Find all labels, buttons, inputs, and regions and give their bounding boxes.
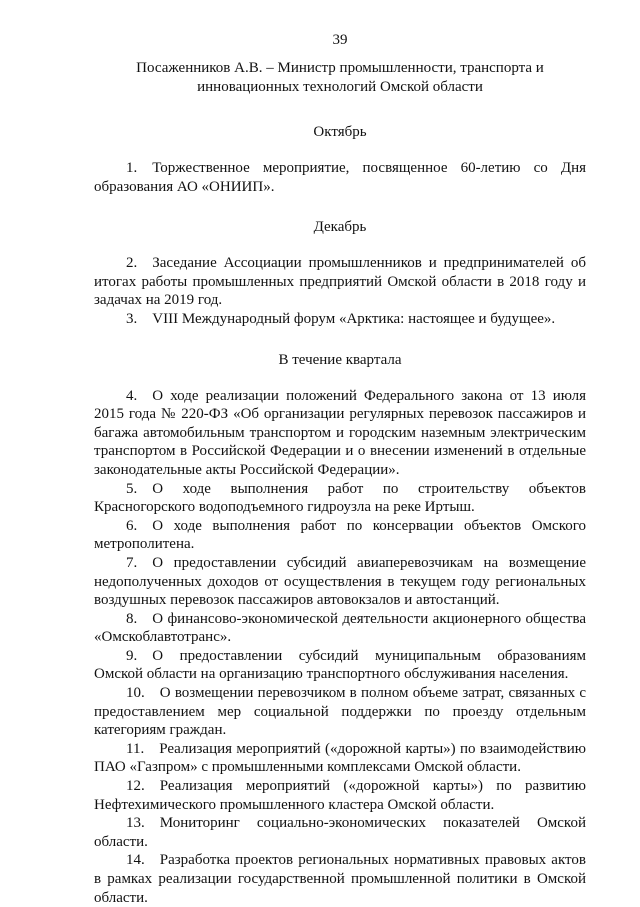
section-title-december: Декабрь (313, 219, 367, 236)
list-item-10: 10. О возмещении перевозчиком в полном объеме затрат, связанных с предоставлением мер социальной поддержки по проезду отдельным категориям граждан. (94, 685, 586, 739)
list-item-4: 4. О ходе реализации положений Федерального закона от 13 июля 2015 года № 220-ФЗ «Об организации регулярных перевозок пассажиров и багажа автомобильным транспортом и городским наземным электрическим транспортом в Российской Федерации и о внесении изменений в отдельные законодательные акты Российской Федерации». (94, 387, 586, 478)
section-quarter (94, 351, 586, 907)
header-line-2: инновационных технологий Омской области (197, 79, 483, 95)
section-title-quarter: В течение квартала (278, 351, 402, 368)
list-item-9: 9. О предоставлении субсидий муниципальным образованиям Омской области на организацию транспортного обслуживания населения. (94, 647, 586, 683)
page-number: 39 (332, 32, 348, 48)
list-item-5: 5. О ходе выполнения работ по строительству объектов Красногорского водоподъемного гидроузла на реке Иртыш. (94, 480, 586, 516)
list-item-7: 7. О предоставлении субсидий авиаперевозчикам на возмещение недополученных доходов от осуществления в текущем году региональных воздушных перевозок пассажиров автовокзалов и автостанций. (94, 554, 586, 609)
section-title-october: Октябрь (313, 124, 367, 140)
list-item-1: 1. Торжественное мероприятие, посвященное 60-летию со Дня образования АО «ОНИИП». (94, 160, 586, 195)
list-item-14: 14. Разработка проектов региональных нормативных правовых актов в рамках реализации государственной промышленной политики в Омской области. (94, 852, 586, 906)
list-item-3: 3. VIII Международный форум «Арктика: настоящее и будущее». (126, 310, 556, 327)
section-december (94, 218, 586, 328)
list-item-12: 12. Реализация мероприятий («дорожной карты») по развитию Нефтехимического промышленного кластера Омской области. (94, 778, 586, 813)
list-item-8: 8. О финансово-экономической деятельности акционерного общества «Омскоблавтотранс». (94, 610, 586, 646)
section-october (94, 123, 586, 196)
list-item-2: 2. Заседание Ассоциации промышленников и предпринимателей об итогах работы промышленных предприятий Омской области в 2018 году и задачах на 2019 год. (94, 255, 586, 309)
official-header (94, 59, 586, 97)
list-item-11: 11. Реализация мероприятий («дорожной карты») по взаимодействию ПАО «Газпром» с промышленными комплексами Омской области. (94, 740, 586, 776)
list-item-6: 6. О ходе выполнения работ по консервации объектов Омского метрополитена. (94, 517, 586, 553)
header-line-1: Посаженников А.В. – Министр промышленности, транспорта и (136, 60, 544, 76)
list-item-13: 13. Мониторинг социально-экономических показателей Омской области. (94, 815, 586, 850)
